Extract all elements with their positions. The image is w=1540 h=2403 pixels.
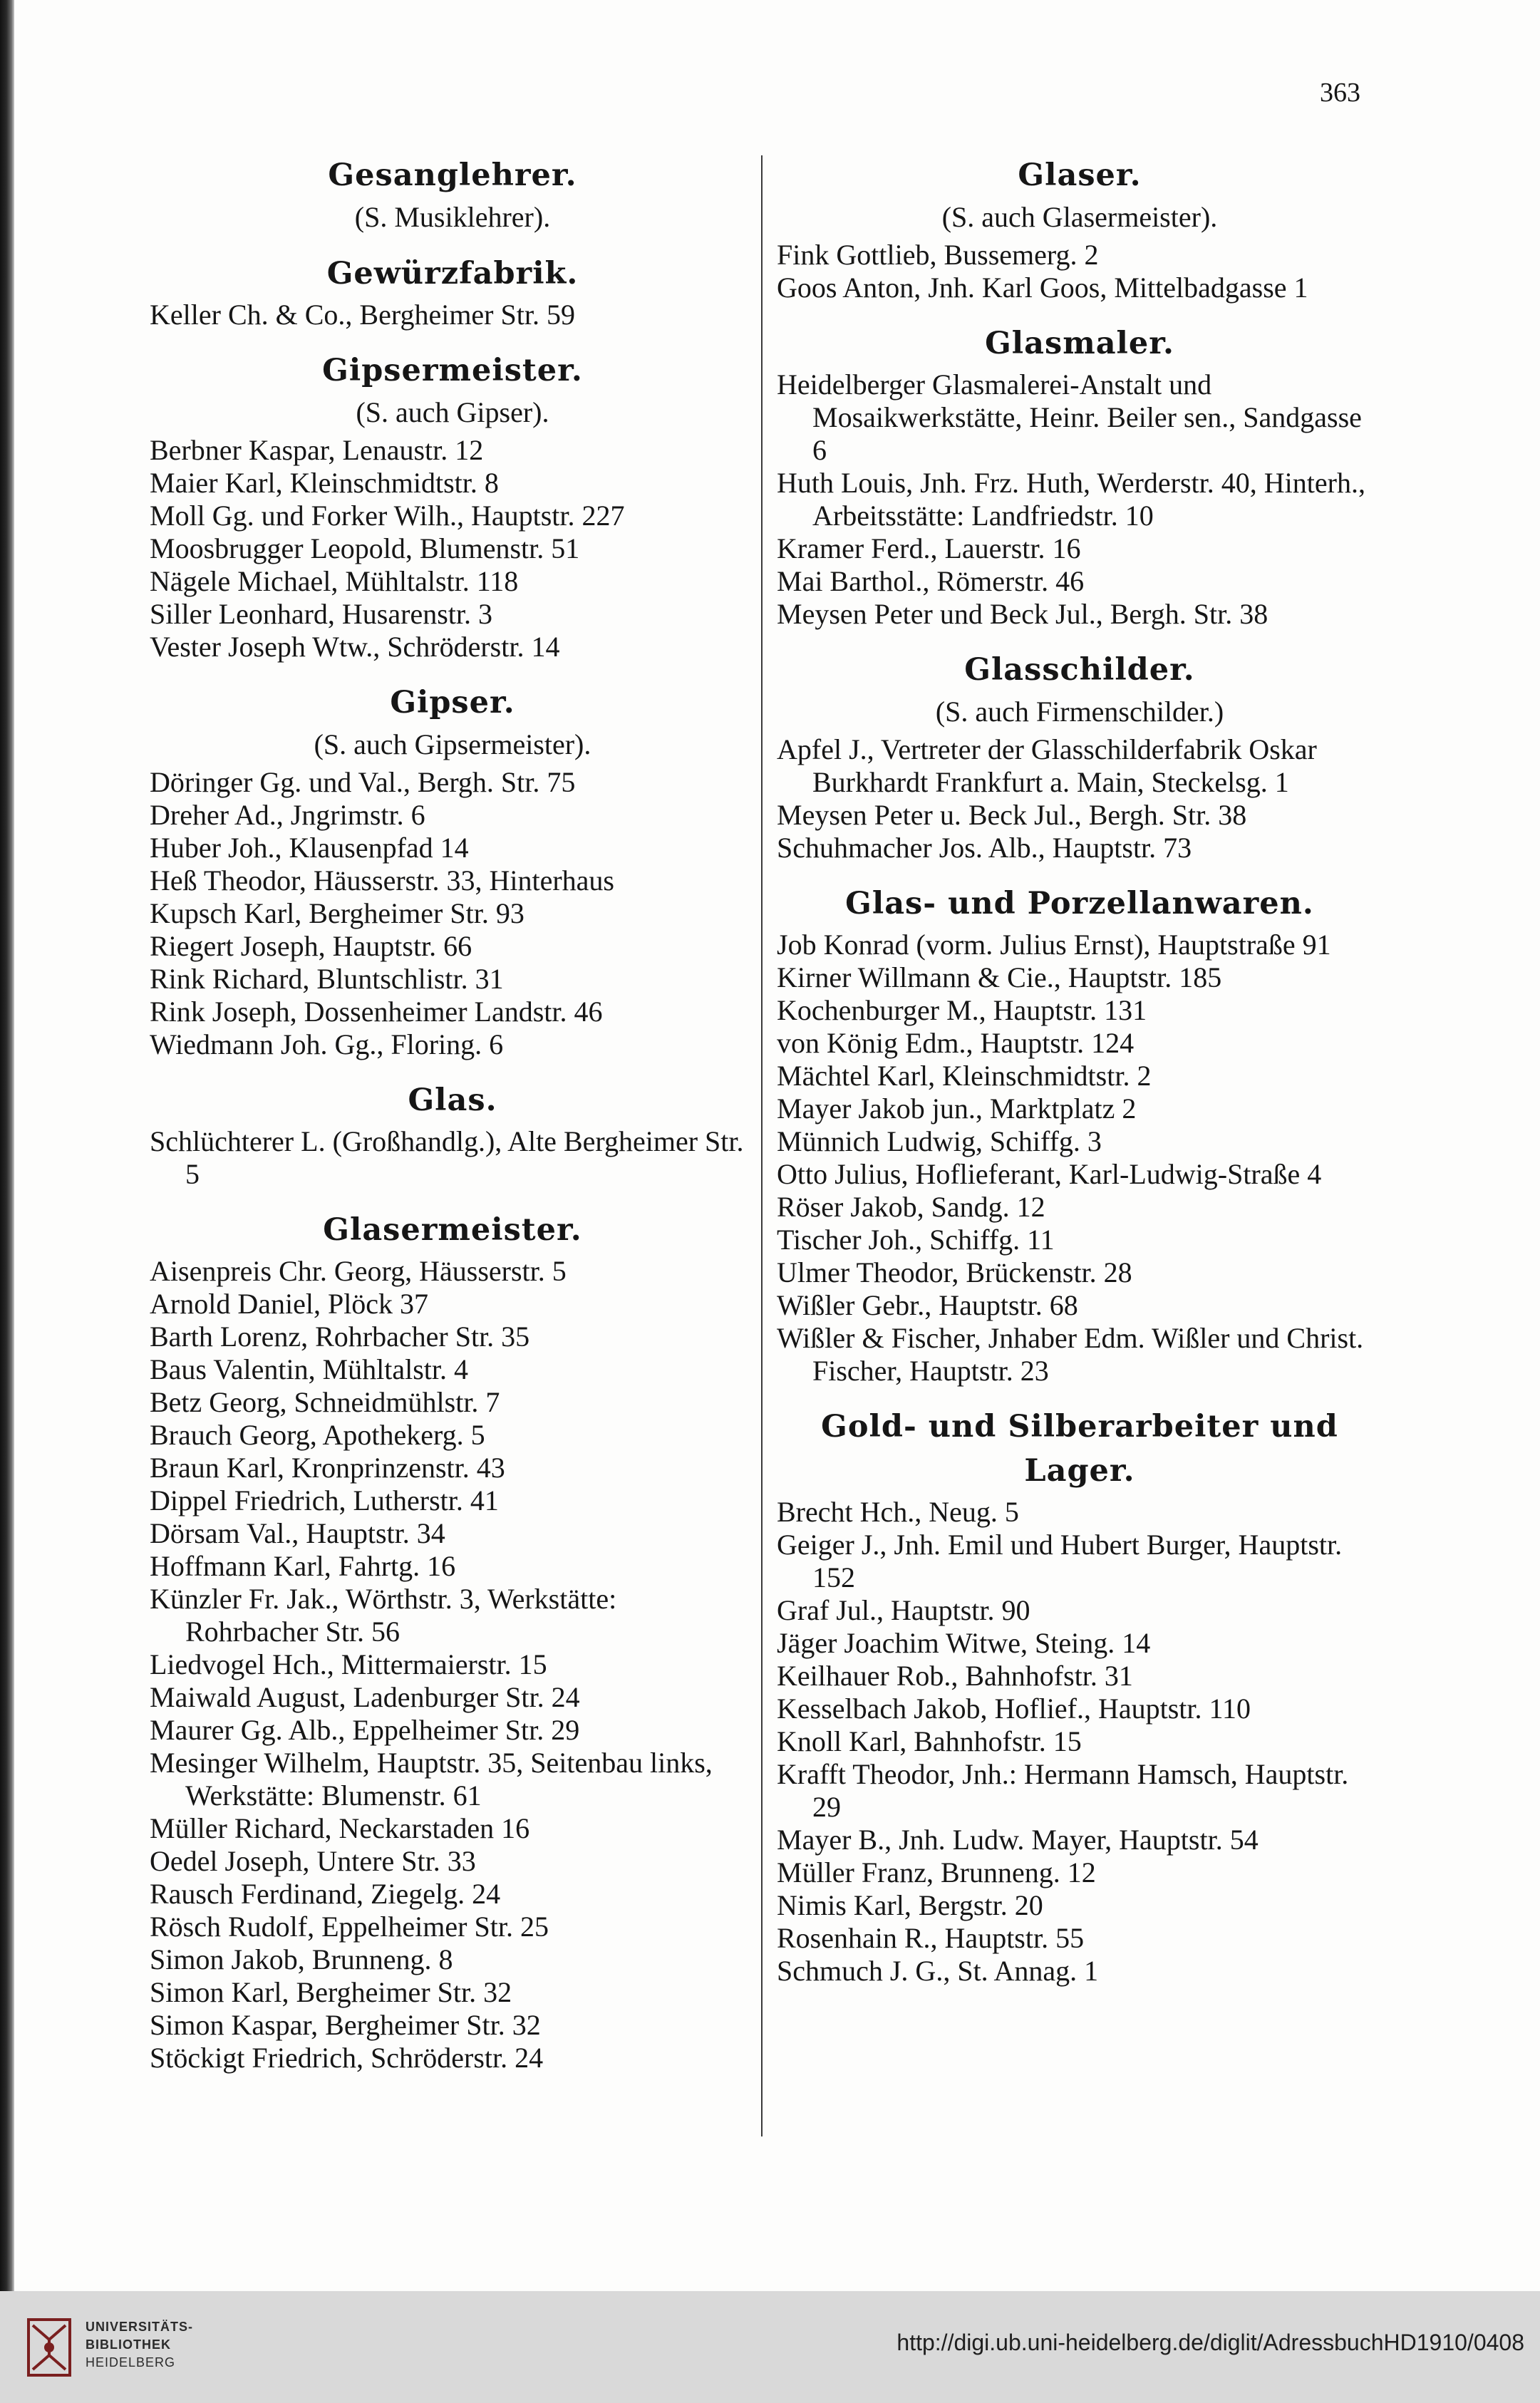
section-heading: Gipser. xyxy=(390,685,515,720)
directory-entry: Braun Karl, Kronprinzenstr. 43 xyxy=(150,1452,505,1484)
directory-entry: Brecht Hch., Neug. 5 xyxy=(777,1496,1019,1528)
directory-entry: Betz Georg, Schneidmühlstr. 7 xyxy=(150,1386,500,1418)
directory-entry: Knoll Karl, Bahnhofstr. 15 xyxy=(777,1725,1082,1757)
directory-entry: Mächtel Karl, Kleinschmidtstr. 2 xyxy=(777,1060,1152,1092)
section-heading: Glasschilder. xyxy=(964,652,1195,688)
directory-entry: Keilhauer Rob., Bahnhofstr. 31 xyxy=(777,1660,1133,1692)
cross-reference: (S. auch Firmenschilder.) xyxy=(935,696,1224,728)
directory-entry: Apfel J., Vertreter der Glasschilderfabrik Oskar Burkhardt Frankfurt a. Main, Steckelsg. 1 xyxy=(777,733,1317,798)
directory-entry: Goos Anton, Jnh. Karl Goos, Mittelbadgasse 1 xyxy=(777,272,1308,304)
directory-entry: Fink Gottlieb, Bussemerg. 2 xyxy=(777,239,1099,271)
directory-entry: Müller Richard, Neckarstaden 16 xyxy=(150,1812,530,1844)
directory-entry: Kupsch Karl, Bergheimer Str. 93 xyxy=(150,897,524,929)
section-heading: Glaser. xyxy=(1018,157,1142,193)
logo-line-1: UNIVERSITÄTS- xyxy=(86,2320,194,2334)
directory-entry: Schuhmacher Jos. Alb., Hauptstr. 73 xyxy=(777,832,1192,864)
directory-entry: Dreher Ad., Jngrimstr. 6 xyxy=(150,799,425,831)
cross-reference: (S. Musiklehrer). xyxy=(354,201,551,233)
directory-entry: Riegert Joseph, Hauptstr. 66 xyxy=(150,930,472,962)
directory-entry: Keller Ch. & Co., Bergheimer Str. 59 xyxy=(150,299,575,331)
directory-entry: Kramer Ferd., Lauerstr. 16 xyxy=(777,532,1081,564)
directory-entry: Kochenburger M., Hauptstr. 131 xyxy=(777,994,1147,1026)
section-heading: Gewürzfabrik. xyxy=(326,256,579,291)
source-url-link[interactable]: http://digi.ub.uni-heidelberg.de/diglit/AdressbuchHD1910/0408 xyxy=(896,2330,1524,2355)
directory-entry: Huth Louis, Jnh. Frz. Huth, Werderstr. 40, Hinterh., Arbeitsstätte: Landfriedstr. 10 xyxy=(777,467,1365,532)
section-heading: Gesanglehrer. xyxy=(328,157,577,193)
directory-entry: Künzler Fr. Jak., Wörthstr. 3, Werkstätte: Rohrbacher Str. 56 xyxy=(150,1583,617,1648)
directory-entry: von König Edm., Hauptstr. 124 xyxy=(777,1027,1135,1059)
directory-entry: Geiger J., Jnh. Emil und Hubert Burger, Hauptstr. 152 xyxy=(777,1529,1343,1593)
library-logo-text xyxy=(86,2318,193,2372)
directory-entry: Brauch Georg, Apothekerg. 5 xyxy=(150,1419,485,1451)
directory-entry: Rink Richard, Bluntschlistr. 31 xyxy=(150,963,504,995)
directory-entry: Baus Valentin, Mühltalstr. 4 xyxy=(150,1353,469,1385)
directory-entry: Tischer Joh., Schiffg. 11 xyxy=(777,1224,1055,1256)
directory-entry: Wißler Gebr., Hauptstr. 68 xyxy=(777,1289,1078,1321)
directory-entry: Dippel Friedrich, Lutherstr. 41 xyxy=(150,1484,499,1516)
directory-entry: Maurer Gg. Alb., Eppelheimer Str. 29 xyxy=(150,1714,580,1746)
directory-entry: Schlüchterer L. (Großhandlg.), Alte Bergheimer Str. 5 xyxy=(150,1125,744,1190)
directory-entry: Krafft Theodor, Jnh.: Hermann Hamsch, Hauptstr. 29 xyxy=(777,1758,1349,1823)
right-column xyxy=(777,153,1383,1988)
directory-entry: Berbner Kaspar, Lenaustr. 12 xyxy=(150,434,484,466)
directory-entry: Heß Theodor, Häusserstr. 33, Hinterhaus xyxy=(150,864,614,896)
directory-entry: Nimis Karl, Bergstr. 20 xyxy=(777,1889,1043,1921)
directory-entry: Simon Karl, Bergheimer Str. 32 xyxy=(150,1976,512,2008)
cross-reference: (S. auch Glasermeister). xyxy=(941,201,1218,233)
left-column xyxy=(150,153,755,2074)
directory-entry: Aisenpreis Chr. Georg, Häusserstr. 5 xyxy=(150,1255,567,1287)
cross-reference: (S. auch Gipser). xyxy=(356,396,549,428)
directory-entry: Stöckigt Friedrich, Schröderstr. 24 xyxy=(150,2042,544,2074)
directory-entry: Münnich Ludwig, Schiffg. 3 xyxy=(777,1125,1102,1157)
directory-entry: Schmuch J. G., St. Annag. 1 xyxy=(777,1955,1099,1987)
directory-entry: Nägele Michael, Mühltalstr. 118 xyxy=(150,565,519,597)
directory-entry: Rausch Ferdinand, Ziegelg. 24 xyxy=(150,1878,501,1910)
directory-entry: Rink Joseph, Dossenheimer Landstr. 46 xyxy=(150,996,603,1028)
directory-entry: Rosenhain R., Hauptstr. 55 xyxy=(777,1922,1085,1954)
directory-entry: Heidelberger Glasmalerei-Anstalt und Mosaikwerkstätte, Heinr. Beiler sen., Sandgasse 6 xyxy=(777,368,1362,466)
section-heading: Glas. xyxy=(408,1082,497,1118)
section-heading: Glasmaler. xyxy=(985,326,1174,361)
directory-entry: Döringer Gg. und Val., Bergh. Str. 75 xyxy=(150,766,576,798)
directory-entry: Dörsam Val., Hauptstr. 34 xyxy=(150,1517,445,1549)
directory-entry: Müller Franz, Brunneng. 12 xyxy=(777,1856,1096,1888)
directory-entry: Simon Kaspar, Bergheimer Str. 32 xyxy=(150,2009,541,2041)
directory-entry: Graf Jul., Hauptstr. 90 xyxy=(777,1594,1030,1626)
directory-entry: Liedvogel Hch., Mittermaierstr. 15 xyxy=(150,1648,547,1680)
library-seal-icon xyxy=(27,2318,71,2377)
directory-entry: Mai Barthol., Römerstr. 46 xyxy=(777,565,1085,597)
directory-entry: Job Konrad (vorm. Julius Ernst), Hauptstraße 91 xyxy=(777,929,1331,961)
directory-entry: Otto Julius, Hoflieferant, Karl-Ludwig-Straße 4 xyxy=(777,1158,1322,1190)
directory-entry: Jäger Joachim Witwe, Steing. 14 xyxy=(777,1627,1151,1659)
binding-edge xyxy=(0,0,14,2291)
page-number: 363 xyxy=(1320,78,1360,108)
directory-entry: Maier Karl, Kleinschmidtstr. 8 xyxy=(150,467,499,499)
directory-entry: Wißler & Fischer, Jnhaber Edm. Wißler und Christ. Fischer, Hauptstr. 23 xyxy=(777,1322,1364,1387)
column-divider xyxy=(761,155,763,2136)
directory-entry: Hoffmann Karl, Fahrtg. 16 xyxy=(150,1550,456,1582)
section-heading: Gipsermeister. xyxy=(322,353,583,388)
directory-entry: Huber Joh., Klausenpfad 14 xyxy=(150,832,469,864)
directory-entry: Röser Jakob, Sandg. 12 xyxy=(777,1191,1045,1223)
section-heading: Gold- und Silberarbeiter und Lager. xyxy=(821,1409,1338,1489)
logo-line-2: BIBLIOTHEK xyxy=(86,2337,171,2352)
directory-entry: Siller Leonhard, Husarenstr. 3 xyxy=(150,598,492,630)
directory-entry: Meysen Peter u. Beck Jul., Bergh. Str. 38 xyxy=(777,799,1247,831)
directory-entry: Meysen Peter und Beck Jul., Bergh. Str. 38 xyxy=(777,598,1268,630)
directory-entry: Mayer B., Jnh. Ludw. Mayer, Hauptstr. 54 xyxy=(777,1824,1259,1856)
directory-entry: Simon Jakob, Brunneng. 8 xyxy=(150,1943,453,1975)
footer-bar xyxy=(0,2291,1540,2403)
directory-entry: Mesinger Wilhelm, Hauptstr. 35, Seitenbau links, Werkstätte: Blumenstr. 61 xyxy=(150,1747,713,1812)
directory-entry: Moosbrugger Leopold, Blumenstr. 51 xyxy=(150,532,580,564)
directory-entry: Moll Gg. und Forker Wilh., Hauptstr. 227 xyxy=(150,500,625,532)
directory-entry: Wiedmann Joh. Gg., Floring. 6 xyxy=(150,1028,504,1060)
section-heading: Glas- und Porzellanwaren. xyxy=(845,886,1314,921)
directory-entry: Mayer Jakob jun., Marktplatz 2 xyxy=(777,1092,1137,1125)
directory-entry: Vester Joseph Wtw., Schröderstr. 14 xyxy=(150,631,560,663)
directory-entry: Ulmer Theodor, Brückenstr. 28 xyxy=(777,1256,1132,1288)
directory-entry: Oedel Joseph, Untere Str. 33 xyxy=(150,1845,476,1877)
directory-entry: Kirner Willmann & Cie., Hauptstr. 185 xyxy=(777,961,1222,993)
logo-line-3: HEIDELBERG xyxy=(86,2355,176,2370)
directory-entry: Kesselbach Jakob, Hoflief., Hauptstr. 110 xyxy=(777,1693,1251,1725)
directory-entry: Barth Lorenz, Rohrbacher Str. 35 xyxy=(150,1321,530,1353)
directory-entry: Arnold Daniel, Plöck 37 xyxy=(150,1288,429,1320)
directory-entry: Maiwald August, Ladenburger Str. 24 xyxy=(150,1681,580,1713)
section-heading: Glasermeister. xyxy=(323,1212,582,1248)
cross-reference: (S. auch Gipsermeister). xyxy=(314,728,591,760)
directory-entry: Rösch Rudolf, Eppelheimer Str. 25 xyxy=(150,1911,549,1943)
